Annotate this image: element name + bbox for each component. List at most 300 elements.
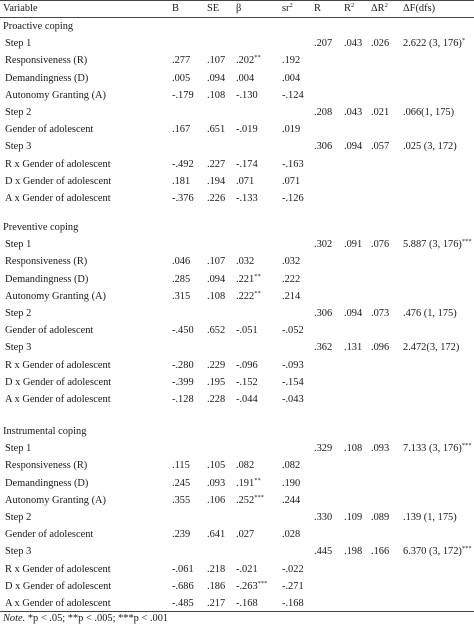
cell-beta (236, 70, 254, 88)
row-label: R x Gender of adolescent (5, 359, 111, 371)
cell-se-value: .217 (207, 598, 226, 609)
cell-r2-value: .043 (344, 38, 363, 50)
cell-sr2 (282, 322, 304, 340)
cell-b-value: .245 (172, 477, 191, 489)
table-row (0, 121, 474, 139)
cell-b-value: .355 (172, 494, 191, 506)
significance-marker: ** (254, 54, 261, 62)
cell-beta-value: .027 (236, 529, 255, 541)
cell-delta-r2 (371, 543, 389, 561)
cell-se-value: .186 (207, 580, 226, 592)
cell-b (172, 357, 194, 375)
cell-r2 (344, 104, 362, 122)
header-r2: $R^2$ (344, 2, 355, 14)
cell-beta-value: .032 (236, 256, 255, 268)
cell-r2 (344, 509, 362, 527)
cell-r2 (344, 339, 362, 357)
cell-se-value: .093 (207, 477, 226, 489)
cell-b-value: -.179 (172, 89, 194, 101)
cell-b (172, 578, 194, 596)
table-row (0, 138, 474, 156)
cell-delta-r2 (371, 339, 389, 357)
cell-se (207, 52, 225, 70)
cell-beta (236, 322, 258, 340)
cell-sr2 (282, 526, 300, 544)
cell-sr2 (282, 374, 304, 392)
cell-se (207, 357, 225, 375)
cell-sr2-value: .019 (282, 124, 301, 136)
section-title (0, 18, 474, 36)
cell-sr2 (282, 391, 304, 409)
cell-r-value: .306 (314, 141, 333, 153)
cell-beta (236, 457, 254, 475)
cell-se (207, 374, 225, 392)
header-r: R (314, 3, 321, 14)
row-label: D x Gender of adolescent (5, 376, 112, 388)
table-row (0, 578, 474, 596)
cell-beta-value: -.133 (236, 193, 258, 204)
cell-se-value: .106 (207, 494, 226, 506)
section-title (0, 219, 474, 237)
table-header (0, 0, 474, 18)
cell-delta-r2-value: .096 (371, 342, 390, 354)
header-beta: β (236, 3, 242, 14)
cell-se (207, 475, 225, 493)
cell-b-value: .277 (172, 55, 191, 67)
cell-sr2 (282, 190, 304, 208)
cell-se-value: .228 (207, 394, 226, 405)
header-se: SE (207, 3, 220, 14)
cell-b-value: .005 (172, 72, 191, 84)
row-label: Demandingness (D) (5, 477, 89, 489)
cell-beta-value: -.019 (236, 124, 258, 136)
row-label: Responsiveness (R) (5, 55, 88, 67)
cell-b-value: .285 (172, 273, 191, 285)
cell-r2-value: .094 (344, 308, 363, 319)
cell-r (314, 305, 332, 323)
cell-se (207, 457, 225, 475)
cell-b (172, 288, 190, 306)
cell-beta (236, 173, 254, 191)
note-label: Note. (3, 613, 26, 624)
row-label: Responsiveness (R) (5, 460, 88, 472)
cell-sr2-value: -.022 (282, 563, 304, 575)
table-row (0, 374, 474, 392)
cell-sr2-value: .028 (282, 529, 301, 541)
table-row (0, 357, 474, 375)
cell-b (172, 561, 194, 579)
row-label: R x Gender of adolescent (5, 563, 111, 575)
cell-se-value: .107 (207, 55, 226, 67)
cell-sr2-value: .190 (282, 477, 301, 489)
cell-beta-value: .191 (236, 477, 255, 489)
table-row (0, 457, 474, 475)
table-row (0, 475, 474, 493)
cell-b-value: -.492 (172, 158, 194, 170)
table-note (3, 612, 168, 626)
cell-se (207, 87, 225, 105)
cell-sr2 (282, 52, 300, 70)
cell-beta-value: -.174 (236, 158, 258, 170)
cell-delta-r2-value: .166 (371, 546, 390, 558)
cell-delta-r2-value: .021 (371, 107, 390, 118)
cell-sr2-value: .032 (282, 256, 301, 268)
cell-se (207, 173, 225, 191)
significance-marker: *** (461, 442, 472, 450)
cell-b (172, 156, 194, 174)
row-label: Step 2 (5, 308, 32, 319)
cell-b-value: .315 (172, 290, 191, 302)
cell-beta-value: -.168 (236, 598, 258, 609)
cell-b (172, 253, 190, 271)
cell-r-value: .208 (314, 107, 333, 118)
cell-b-value: .239 (172, 529, 191, 541)
cell-delta-f (403, 104, 454, 122)
table-row (0, 391, 474, 409)
cell-r2 (344, 138, 362, 156)
cell-delta-r2 (371, 104, 389, 122)
significance-marker: *** (461, 238, 472, 246)
cell-sr2-value: .192 (282, 55, 301, 67)
cell-beta-value: -.096 (236, 359, 258, 371)
cell-r (314, 138, 332, 156)
cell-se-value: .651 (207, 124, 226, 136)
cell-delta-f (403, 35, 465, 53)
cell-beta-value: -.152 (236, 376, 258, 388)
cell-r2-value: .109 (344, 512, 363, 523)
cell-beta-value: .202 (236, 55, 255, 67)
cell-r2 (344, 440, 362, 458)
cell-se-value: .652 (207, 325, 226, 337)
table-row (0, 288, 474, 306)
significance-marker: *** (461, 545, 472, 553)
cell-r-value: .329 (314, 443, 333, 455)
cell-delta-f-value: 7.133 (3, 176) (403, 443, 462, 455)
row-label: Step 3 (5, 546, 32, 558)
cell-b (172, 52, 190, 70)
cell-se-value: .108 (207, 89, 226, 101)
cell-beta-value: -.263 (236, 580, 258, 592)
row-label: A x Gender of adolescent (5, 394, 111, 405)
cell-delta-r2 (371, 440, 389, 458)
significance-marker: ** (254, 289, 261, 297)
cell-r (314, 440, 332, 458)
table-row (0, 440, 474, 458)
cell-r2-value: .094 (344, 141, 363, 153)
row-label: Step 3 (5, 342, 32, 354)
cell-r2 (344, 305, 362, 323)
cell-se (207, 253, 225, 271)
cell-delta-f (403, 339, 459, 357)
row-label: Autonomy Granting (A) (5, 290, 107, 302)
cell-beta (236, 87, 258, 105)
cell-delta-r2-value: .073 (371, 308, 390, 319)
cell-beta (236, 357, 258, 375)
cell-se-value: .094 (207, 273, 226, 285)
cell-sr2 (282, 561, 304, 579)
table-row (0, 526, 474, 544)
cell-r-value: .207 (314, 38, 333, 50)
row-label: Step 1 (5, 239, 32, 251)
cell-b-value: -.061 (172, 563, 194, 575)
cell-r2-value: .043 (344, 107, 363, 118)
cell-sr2-value: .244 (282, 494, 301, 506)
cell-b (172, 271, 190, 289)
cell-delta-f (403, 305, 457, 323)
cell-sr2 (282, 492, 300, 510)
cell-sr2-value: -.126 (282, 193, 304, 204)
cell-b (172, 190, 194, 208)
cell-sr2 (282, 457, 300, 475)
cell-r2-value: .198 (344, 546, 363, 558)
cell-r2 (344, 236, 362, 254)
cell-delta-r2-value: .089 (371, 512, 390, 523)
row-label: D x Gender of adolescent (5, 580, 112, 592)
cell-sr2-value: .071 (282, 175, 301, 187)
cell-delta-f (403, 138, 457, 156)
cell-beta-value: .222 (236, 290, 255, 302)
significance-marker: ** (254, 272, 261, 280)
cell-r (314, 104, 332, 122)
cell-delta-f-value: .066(1, 175) (403, 107, 455, 118)
cell-sr2-value: -.093 (282, 359, 304, 371)
cell-sr2-value: -.124 (282, 89, 304, 101)
cell-beta (236, 52, 261, 70)
cell-beta-value: .221 (236, 273, 255, 285)
table-row (0, 509, 474, 527)
table-row (0, 543, 474, 561)
cell-se (207, 526, 225, 544)
cell-se-value: .229 (207, 359, 226, 371)
cell-b (172, 526, 190, 544)
header-sr2: $sr^2$ (282, 2, 293, 14)
cell-r2-value: .131 (344, 342, 363, 354)
cell-beta (236, 190, 258, 208)
section-title-text: Proactive coping (3, 21, 74, 32)
cell-se-value: .108 (207, 290, 226, 302)
cell-delta-f-value: 2.622 (3, 176) (403, 38, 462, 50)
table-row (0, 190, 474, 208)
section-title (0, 423, 474, 441)
cell-b-value: .046 (172, 256, 191, 268)
cell-sr2 (282, 578, 304, 596)
cell-r-value: .330 (314, 512, 333, 523)
significance-marker: *** (254, 493, 264, 501)
cell-r2-value: .091 (344, 239, 363, 251)
table-row (0, 322, 474, 340)
cell-se (207, 288, 225, 306)
cell-delta-f-value: .476 (1, 175) (403, 308, 457, 319)
cell-sr2 (282, 253, 300, 271)
significance-marker: ** (254, 476, 261, 484)
cell-b (172, 391, 194, 409)
table-row (0, 271, 474, 289)
cell-b (172, 173, 190, 191)
cell-se-value: .218 (207, 563, 226, 575)
cell-beta (236, 475, 261, 493)
cell-beta (236, 391, 258, 409)
cell-sr2-value: -.154 (282, 376, 304, 388)
note-text: *p < .05; **p < .005; ***p < .001 (27, 613, 169, 624)
section-title-text: Instrumental coping (3, 426, 87, 437)
cell-b (172, 475, 190, 493)
row-label: D x Gender of adolescent (5, 175, 112, 187)
cell-beta-value: .071 (236, 175, 255, 187)
cell-beta (236, 288, 261, 306)
cell-sr2 (282, 475, 300, 493)
row-label: Gender of adolescent (5, 124, 94, 136)
cell-b-value: -.485 (172, 598, 194, 609)
cell-r2-value: .108 (344, 443, 363, 455)
table-row (0, 173, 474, 191)
cell-sr2 (282, 288, 300, 306)
cell-delta-r2-value: .076 (371, 239, 390, 251)
cell-se (207, 492, 225, 510)
header-delta-r2: $\Delta R^2$ (371, 2, 388, 14)
cell-beta-value: -.051 (236, 325, 258, 337)
cell-delta-f (403, 543, 472, 561)
cell-delta-r2 (371, 305, 389, 323)
cell-se-value: .227 (207, 158, 226, 170)
cell-delta-f (403, 440, 472, 458)
cell-beta (236, 156, 258, 174)
table-row (0, 339, 474, 357)
cell-delta-r2-value: .026 (371, 38, 390, 50)
cell-beta-value: -.130 (236, 89, 258, 101)
cell-sr2-value: .004 (282, 72, 301, 84)
cell-r-value: .362 (314, 342, 333, 354)
cell-b (172, 121, 190, 139)
table-row (0, 561, 474, 579)
cell-delta-f (403, 236, 472, 254)
row-label: Step 3 (5, 141, 32, 153)
row-label: A x Gender of adolescent (5, 598, 111, 609)
cell-delta-f-value: 2.472(3, 172) (403, 342, 460, 354)
cell-b (172, 87, 194, 105)
row-label: Step 1 (5, 38, 32, 50)
cell-r2 (344, 35, 362, 53)
row-label: Gender of adolescent (5, 529, 94, 541)
row-label: Step 2 (5, 512, 32, 523)
cell-sr2-value: -.271 (282, 580, 304, 592)
cell-b-value: -.376 (172, 193, 194, 204)
row-label: Autonomy Granting (A) (5, 494, 107, 506)
cell-b-value: -.280 (172, 359, 194, 371)
row-label: Step 1 (5, 443, 32, 455)
cell-sr2 (282, 70, 300, 88)
cell-b (172, 322, 194, 340)
cell-sr2-value: .082 (282, 460, 301, 472)
cell-se-value: .094 (207, 72, 226, 84)
table-row (0, 236, 474, 254)
cell-delta-r2-value: .093 (371, 443, 390, 455)
cell-se (207, 156, 225, 174)
cell-delta-r2 (371, 509, 389, 527)
cell-r2 (344, 543, 362, 561)
cell-b-value: -.450 (172, 325, 194, 337)
header-b: B (172, 3, 179, 14)
significance-marker: * (461, 37, 466, 45)
cell-r (314, 543, 332, 561)
table-row (0, 70, 474, 88)
cell-delta-r2 (371, 35, 389, 53)
cell-r-value: .306 (314, 308, 333, 319)
cell-se (207, 121, 225, 139)
cell-b-value: -.128 (172, 394, 194, 405)
cell-beta (236, 271, 261, 289)
cell-beta (236, 374, 258, 392)
cell-r-value: .302 (314, 239, 333, 251)
cell-b-value: .167 (172, 124, 191, 136)
row-label: Responsiveness (R) (5, 256, 88, 268)
cell-delta-r2 (371, 236, 389, 254)
cell-b (172, 492, 190, 510)
table-row (0, 156, 474, 174)
cell-se-value: .641 (207, 529, 226, 541)
cell-r (314, 339, 332, 357)
cell-beta (236, 492, 264, 510)
cell-se (207, 271, 225, 289)
cell-beta (236, 526, 254, 544)
cell-delta-f-value: .139 (1, 175) (403, 512, 457, 523)
table-row (0, 87, 474, 105)
row-label: Autonomy Granting (A) (5, 89, 107, 101)
cell-se (207, 391, 225, 409)
table-row (0, 492, 474, 510)
cell-se-value: .107 (207, 256, 226, 268)
cell-b (172, 457, 190, 475)
cell-sr2 (282, 156, 304, 174)
cell-beta-value: .252 (236, 494, 255, 506)
cell-se (207, 561, 225, 579)
cell-b (172, 374, 194, 392)
cell-se-value: .105 (207, 460, 226, 472)
cell-delta-r2 (371, 138, 389, 156)
table-row (0, 104, 474, 122)
cell-se-value: .194 (207, 175, 226, 187)
cell-beta-value: .004 (236, 72, 255, 84)
cell-se (207, 70, 225, 88)
table-row (0, 305, 474, 323)
cell-b-value: .115 (172, 460, 190, 472)
cell-se (207, 578, 225, 596)
table-row (0, 52, 474, 70)
cell-delta-f-value: 5.887 (3, 176) (403, 239, 462, 251)
cell-sr2-value: -.043 (282, 394, 304, 405)
row-label: R x Gender of adolescent (5, 158, 111, 170)
row-label: Step 2 (5, 107, 32, 118)
row-label: A x Gender of adolescent (5, 193, 111, 204)
cell-b-value: .181 (172, 175, 191, 187)
cell-r (314, 35, 332, 53)
cell-sr2-value: -.052 (282, 325, 304, 337)
cell-r (314, 236, 332, 254)
table-row (0, 253, 474, 271)
cell-sr2-value: .222 (282, 273, 301, 285)
cell-beta-value: .082 (236, 460, 255, 472)
cell-delta-r2-value: .057 (371, 141, 390, 153)
cell-sr2-value: -.163 (282, 158, 304, 170)
cell-r-value: .445 (314, 546, 333, 558)
cell-se (207, 190, 225, 208)
row-label: Demandingness (D) (5, 273, 89, 285)
header-delta-f: ΔF(dfs) (403, 3, 436, 14)
cell-b-value: -.686 (172, 580, 194, 592)
cell-r (314, 509, 332, 527)
cell-se-value: .195 (207, 376, 226, 388)
row-label: Demandingness (D) (5, 72, 89, 84)
cell-delta-f (403, 509, 457, 527)
